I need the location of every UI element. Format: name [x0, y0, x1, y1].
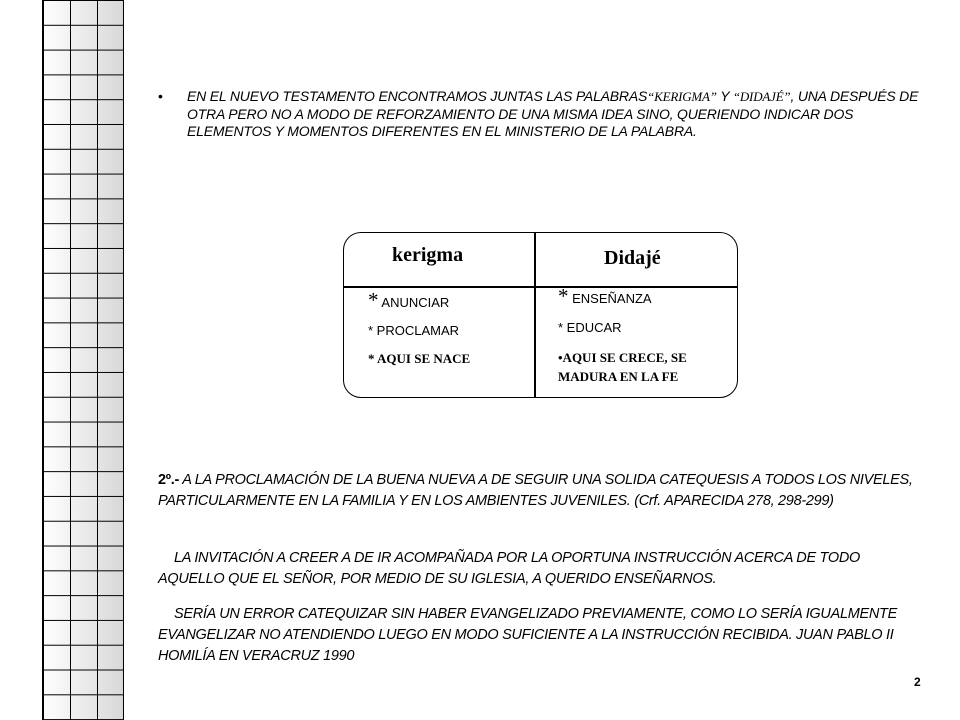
decorative-grid-strip	[42, 0, 124, 720]
didaje-item-educar: * EDUCAR	[558, 320, 622, 335]
paragraph-second-point	[158, 470, 928, 512]
paragraph-second-point-text: A LA PROCLAMACIÓN DE LA BUENA NUEVA A DE SEGUIR UNA SOLIDA CATEQUESIS A TODOS LOS NIVELES, PARTICULARMENTE EN LA FAMILIA Y EN LOS AMBIENTES JUVENILES. (Crf. APARECIDA 278, 298-299)	[158, 472, 913, 509]
star-marker: *	[368, 288, 379, 312]
didaje-item-crece: •AQUI SE CRECE, SE MADURA EN LA FE	[558, 350, 687, 384]
comparison-table	[343, 232, 738, 398]
table-column-divider	[534, 233, 536, 397]
point-number: 2º.-	[158, 472, 180, 488]
header-didaje: Didajé	[604, 247, 661, 269]
header-kerigma: kerigma	[392, 244, 464, 266]
bullet-dot: •	[158, 88, 163, 104]
didaje-item-ensenanza	[558, 284, 652, 309]
intro-joiner: Y	[716, 88, 733, 104]
term-kerigma: “KERIGMA”	[647, 89, 717, 104]
star-marker: *	[558, 284, 569, 308]
paragraph-invitation: LA INVITACIÓN A CREER A DE IR ACOMPAÑADA POR LA OPORTUNA INSTRUCCIÓN ACERCA DE TODO AQUELLO QUE EL SEÑOR, POR MEDIO DE SU IGLESIA, A QUERIDO ENSEÑARNOS.	[158, 550, 860, 587]
kerigma-item-anunciar-text: ANUNCIAR	[378, 295, 450, 310]
didaje-item-ensenanza-text: ENSEÑANZA	[568, 291, 652, 306]
kerigma-item-proclamar: * PROCLAMAR	[368, 323, 460, 338]
kerigma-item-nace: * AQUI SE NACE	[368, 351, 471, 366]
page-number: 2	[914, 675, 921, 689]
intro-bullet-text	[187, 88, 927, 141]
kerigma-item-anunciar	[368, 288, 449, 313]
paragraph-quote: SERÍA UN ERROR CATEQUIZAR SIN HABER EVANGELIZADO PREVIAMENTE, COMO LO SERÍA IGUALMENTE EVANGELIZAR NO ATENDIENDO LUEGO EN MODO SUFICIENTE A LA INSTRUCCIÓN RECIBIDA. JUAN PABLO II HOMILÍA EN VERACRUZ 1990	[158, 606, 897, 664]
intro-text-part2: , UNA DESPUÉS DE OTRA PERO NO A MODO DE REFORZAMIENTO DE UNA MISMA IDEA SINO, QUERIENDO INDICAR DOS ELEMENTOS Y MOMENTOS DIFERENTES EN EL MINISTERIO DE LA PALABRA.	[187, 88, 919, 139]
intro-text-part1: EN EL NUEVO TESTAMENTO ENCONTRAMOS JUNTAS LAS PALABRAS	[187, 88, 648, 104]
term-didaje: “DIDAJÉ”	[732, 89, 791, 104]
